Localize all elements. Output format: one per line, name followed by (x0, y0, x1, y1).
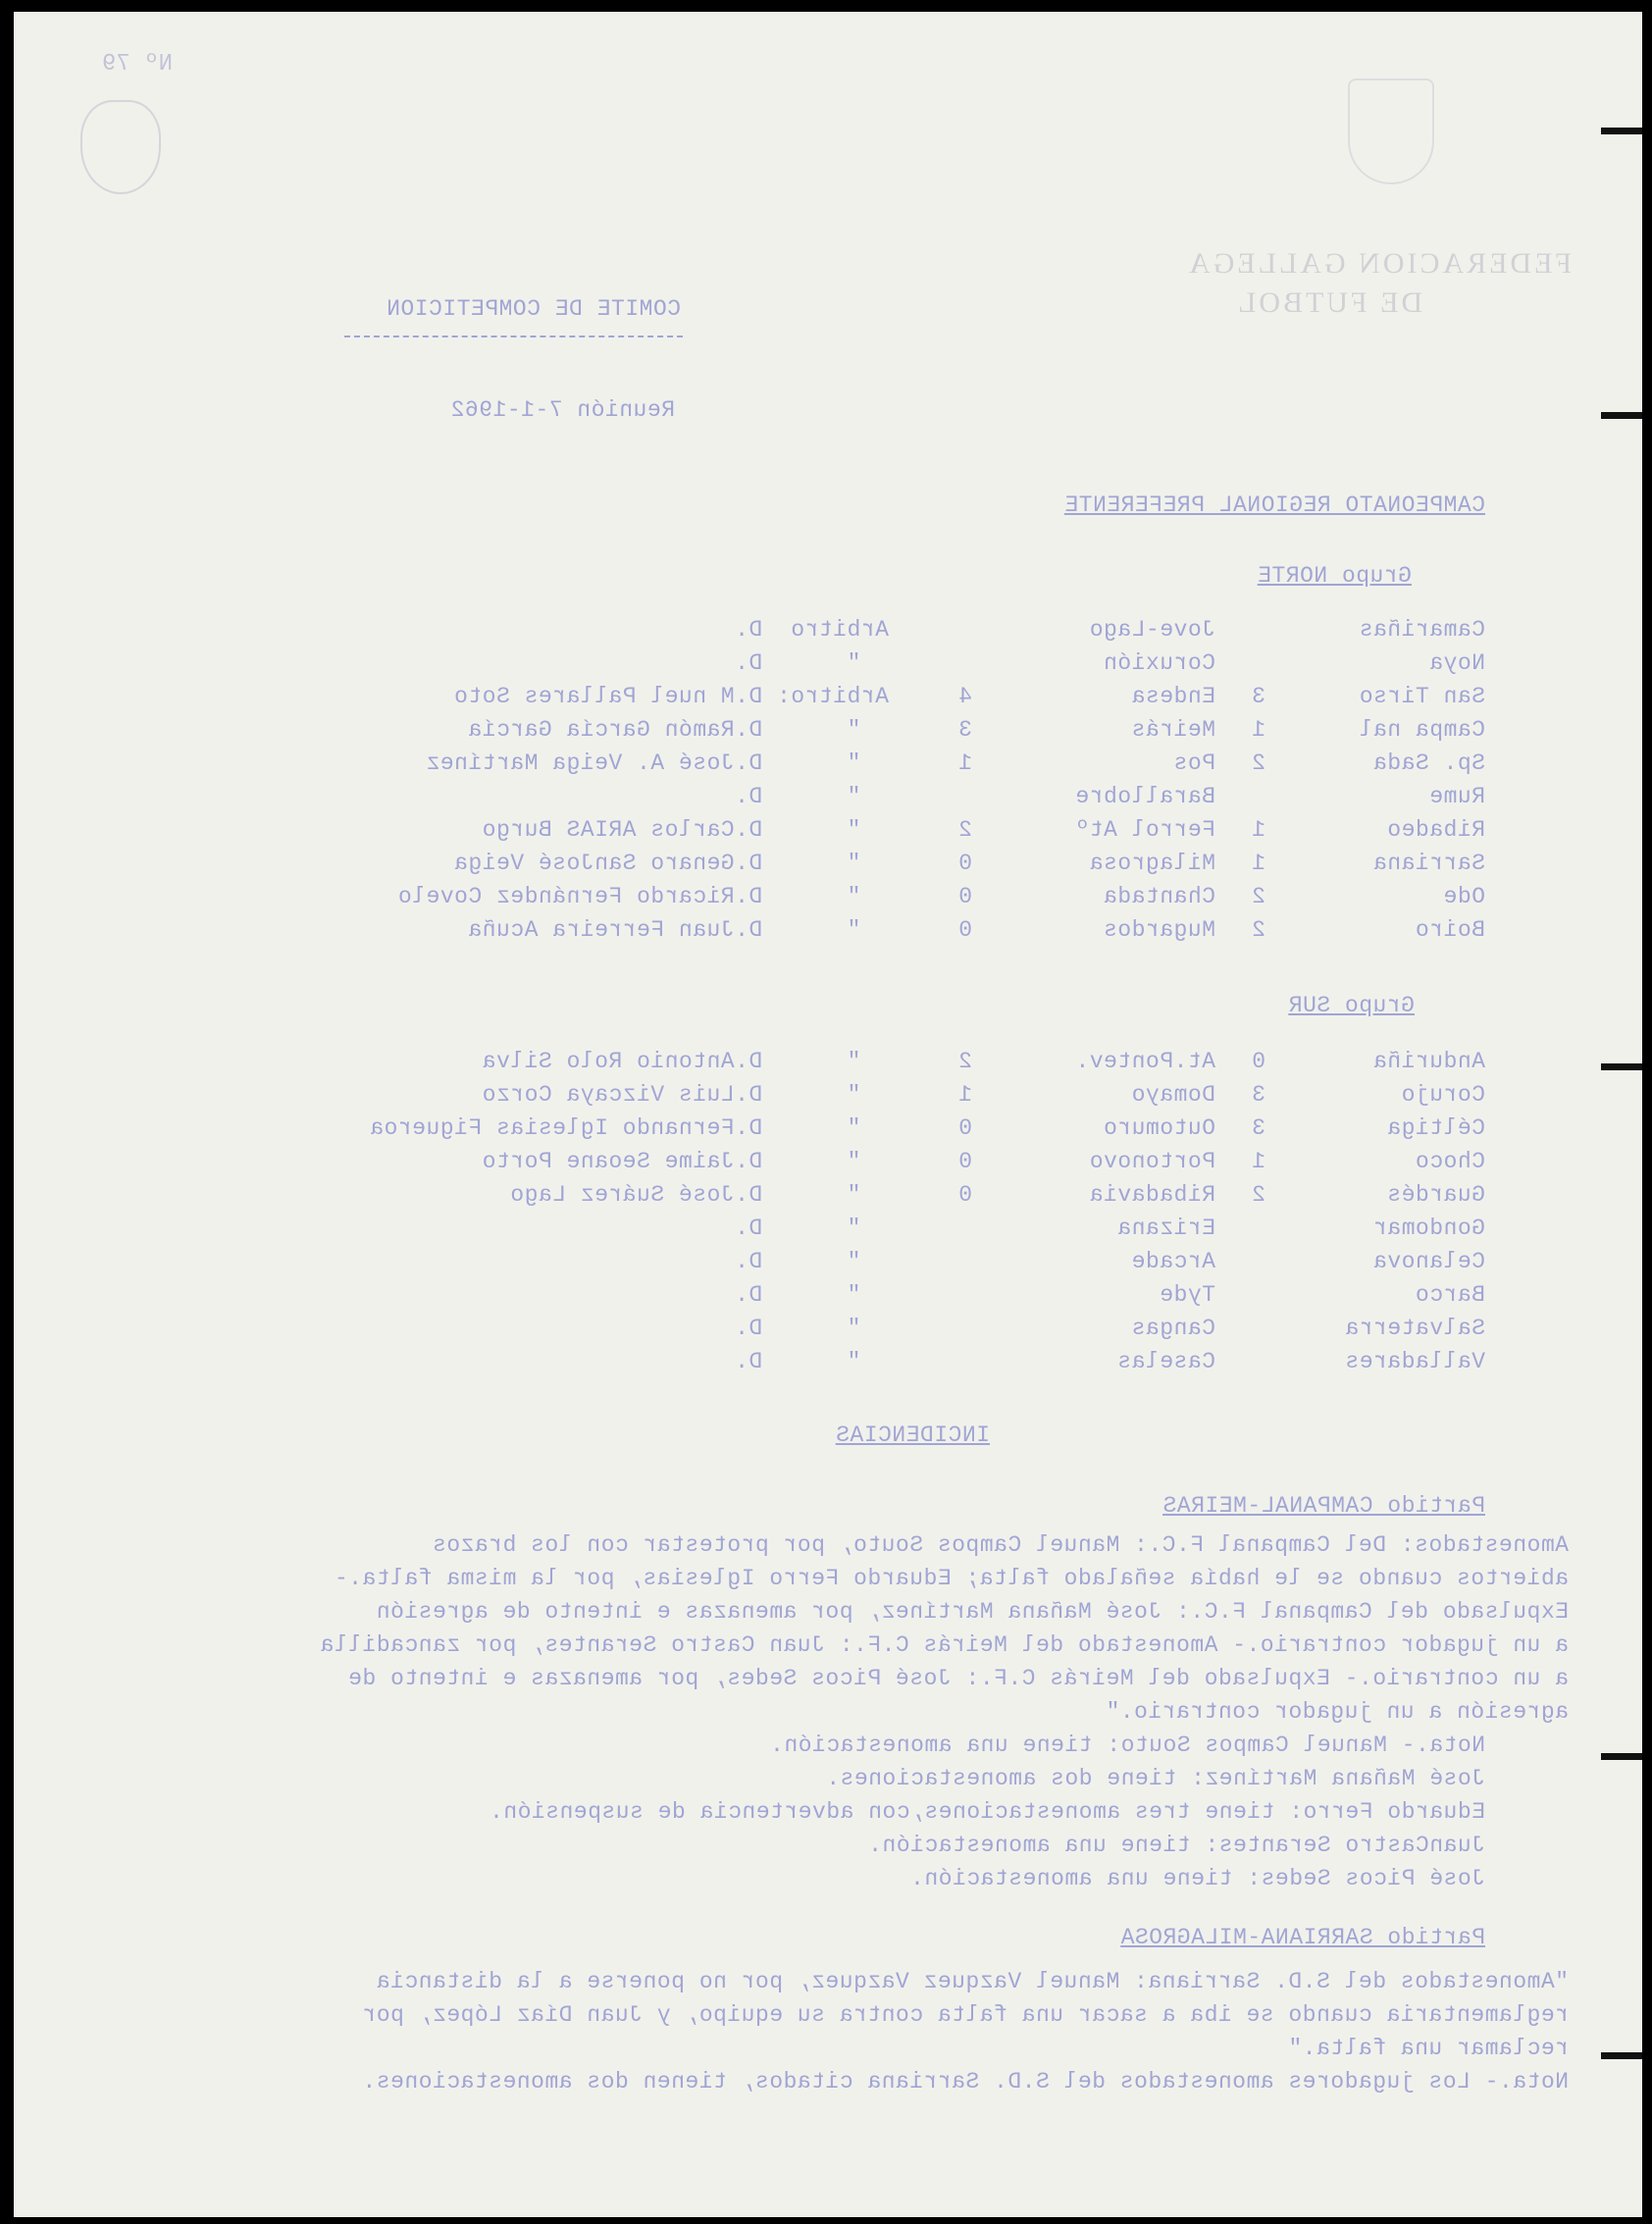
edge-mark (1601, 1753, 1642, 1760)
away-team: Ferrol Atº (1074, 817, 1215, 843)
away-team: Caselas (1116, 1349, 1215, 1374)
championship-title: CAMPEONATO REGIONAL PREFERENTE (1063, 492, 1485, 518)
referee: Arbitro: D.M nuel Pallares Soto (453, 684, 889, 709)
text-line: Nota.- Los jugadores amonestados del S.D. Sarriana citados, tienen dos amonestaciones. (362, 2069, 1569, 2095)
text-line: agresión a un jugador contrario." (1106, 1699, 1569, 1725)
text-line: reglamentaria cuando se iba a sacar una falta contra su equipo, y Juan Díaz López, por (362, 2002, 1569, 2028)
text-line: "Amonestados del S.D. Sarriana: Manuel Vazquez Vazquez, por no ponerse a la distancia (376, 1969, 1569, 1994)
away-score: 0 (957, 884, 972, 909)
edge-mark (1601, 128, 1642, 134)
referee: " D.Antonio Rolo Silva (482, 1049, 889, 1074)
away-team: Mugardos (1103, 917, 1215, 943)
away-team: At.Pontev. (1074, 1049, 1215, 1074)
away-team: Jove-Lago (1089, 617, 1215, 643)
home-team: Gondomar (1372, 1215, 1485, 1241)
home-score: 3 (1251, 1082, 1265, 1108)
away-team: Chantada (1103, 884, 1215, 909)
home-team: Campa nal (1359, 717, 1485, 743)
home-team: Anduriña (1372, 1049, 1485, 1074)
text-line: reclamar una falta." (1287, 2036, 1569, 2061)
away-score: 0 (957, 1149, 972, 1174)
home-team: Ode (1443, 884, 1485, 909)
away-team: Domayo (1131, 1082, 1215, 1108)
home-team: Ribadeo (1386, 817, 1485, 843)
title-rule (344, 336, 683, 337)
away-team: Pos (1173, 750, 1215, 776)
home-team: Boiro (1415, 917, 1485, 943)
home-score: 1 (1251, 851, 1265, 876)
away-team: Endesa (1131, 684, 1215, 709)
away-team: Outomuro (1103, 1115, 1215, 1141)
referee: " D.Ricardo Fernández Covelo (397, 884, 889, 909)
mirrored-typed-text (14, 12, 1642, 2217)
away-score: 1 (957, 1082, 972, 1108)
committee-title: COMITE DE COMPETICION (386, 296, 681, 322)
referee: " D.Fernando Iglesias Figueroa (369, 1115, 889, 1141)
away-score: 1 (957, 750, 972, 776)
home-score: 2 (1251, 884, 1265, 909)
group-norte-title: Grupo NORTE (1257, 563, 1412, 589)
note-line: Eduardo Ferro: tiene tres amonestaciones,con advertencia de suspensión. (489, 1799, 1485, 1825)
home-score: 1 (1251, 1149, 1265, 1174)
home-score: 1 (1251, 817, 1265, 843)
referee: " D. (734, 1249, 889, 1274)
away-team: Tyde (1159, 1282, 1215, 1308)
away-score: 0 (957, 1115, 972, 1141)
edge-mark (1601, 412, 1642, 419)
away-team: Ribadavia (1089, 1182, 1215, 1208)
home-team: Barco (1415, 1282, 1485, 1308)
away-score: 3 (957, 717, 972, 743)
home-team: Sarriana (1372, 851, 1485, 876)
federation-name-line1: FEDERACION GALLEGA (1186, 247, 1573, 280)
text-line: a un contrario.- Expulsado del Meirás C.F.: José Picos Sedes, por amenazas e intento de (347, 1666, 1569, 1691)
federation-name-line2: DE FUTBOL (1235, 286, 1423, 319)
note-line: José Mañana Martínez: tiene dos amonestaciones. (825, 1766, 1485, 1791)
away-team: Coruxión (1103, 650, 1215, 676)
note-line: Nota.- Manuel Campos Souto: tiene una amonestación. (769, 1733, 1485, 1758)
home-team: Corujo (1401, 1082, 1485, 1108)
edge-mark (1601, 2052, 1642, 2059)
referee: " D.Juan Ferreira Acuña (467, 917, 889, 943)
text-line: Expulsado del Campanal F.C.: José Mañana Martínez, por amenazas e intento de agresión (376, 1599, 1569, 1625)
referee: " D.Ramón García García (467, 717, 889, 743)
home-team: Camariñas (1359, 617, 1485, 643)
referee: " D. (734, 1215, 889, 1241)
home-team: Salvaterra (1344, 1316, 1485, 1341)
home-team: Rume (1428, 784, 1485, 809)
match1-title: Partido CAMPANAL-MEIRAS (1162, 1493, 1485, 1519)
home-team: San Tirso (1359, 684, 1485, 709)
text-line: a un jugador contrario.- Amonestado del Meirás C.F.: Juan Castro Serantes, por zancadilla (320, 1632, 1569, 1658)
home-score: 3 (1251, 684, 1265, 709)
away-score: 2 (957, 1049, 972, 1074)
away-team: Milagrosa (1089, 851, 1215, 876)
home-score: 2 (1251, 750, 1265, 776)
referee: " D.Carlos ARIAS Burgo (482, 817, 889, 843)
note-line: JuanCastro Serantes: tiene una amonestación. (867, 1833, 1485, 1858)
referee: " D. (734, 1349, 889, 1374)
referee: " D.José A. Veiga Martínez (426, 750, 889, 776)
group-sur-title: Grupo SUR (1288, 993, 1415, 1018)
away-score: 0 (957, 851, 972, 876)
referee: " D. (734, 784, 889, 809)
home-team: Céltiga (1386, 1115, 1485, 1141)
referee: " D.Luis Vizcaya Corzo (482, 1082, 889, 1108)
text-line: Amonestados: Del Campanal F.C.: Manuel Campos Souto, por protestar con los brazos (432, 1532, 1569, 1558)
home-score: 1 (1251, 717, 1265, 743)
referee: " D. (734, 1316, 889, 1341)
away-team: Cangas (1131, 1316, 1215, 1341)
document-sheet (14, 12, 1642, 2217)
home-team: Noya (1428, 650, 1485, 676)
away-score: 4 (957, 684, 972, 709)
meeting-date: Reunión 7-1-1962 (450, 397, 675, 423)
home-team: Celanova (1372, 1249, 1485, 1274)
away-score: 0 (957, 1182, 972, 1208)
home-score: 0 (1251, 1049, 1265, 1074)
referee: Arbitro D. (734, 617, 889, 643)
home-score: 2 (1251, 1182, 1265, 1208)
away-team: Portonovo (1089, 1149, 1215, 1174)
home-team: Choco (1415, 1149, 1485, 1174)
match2-title: Partido SARRIANA-MILAGROSA (1120, 1925, 1485, 1950)
referee: " D.Genaro SanJosé Veiga (453, 851, 889, 876)
home-score: 2 (1251, 917, 1265, 943)
incidencias-title: INCIDENCIAS (835, 1422, 990, 1448)
document-number: Nº 79 (102, 51, 174, 78)
referee: " D. (734, 650, 889, 676)
note-line: José Picos Sedes: tiene una amonestación. (909, 1866, 1485, 1891)
text-line: abiertos cuando se le había señalado falta; Eduardo Ferro Iglesias, por la misma falta.- (334, 1566, 1569, 1591)
away-score: 2 (957, 817, 972, 843)
referee: " D.Jaime Seoane Porto (482, 1149, 889, 1174)
home-score: 3 (1251, 1115, 1265, 1141)
referee: " D. (734, 1282, 889, 1308)
away-team: Arcade (1131, 1249, 1215, 1274)
home-team: Guardés (1386, 1182, 1485, 1208)
away-team: Meirás (1131, 717, 1215, 743)
home-team: Valladares (1344, 1349, 1485, 1374)
away-team: Erizana (1116, 1215, 1215, 1241)
referee: " D.José Suárez Lago (509, 1182, 889, 1208)
away-score: 0 (957, 917, 972, 943)
edge-mark (1601, 1063, 1642, 1070)
home-team: Sp. Sada (1372, 750, 1485, 776)
away-team: Barallobre (1074, 784, 1215, 809)
